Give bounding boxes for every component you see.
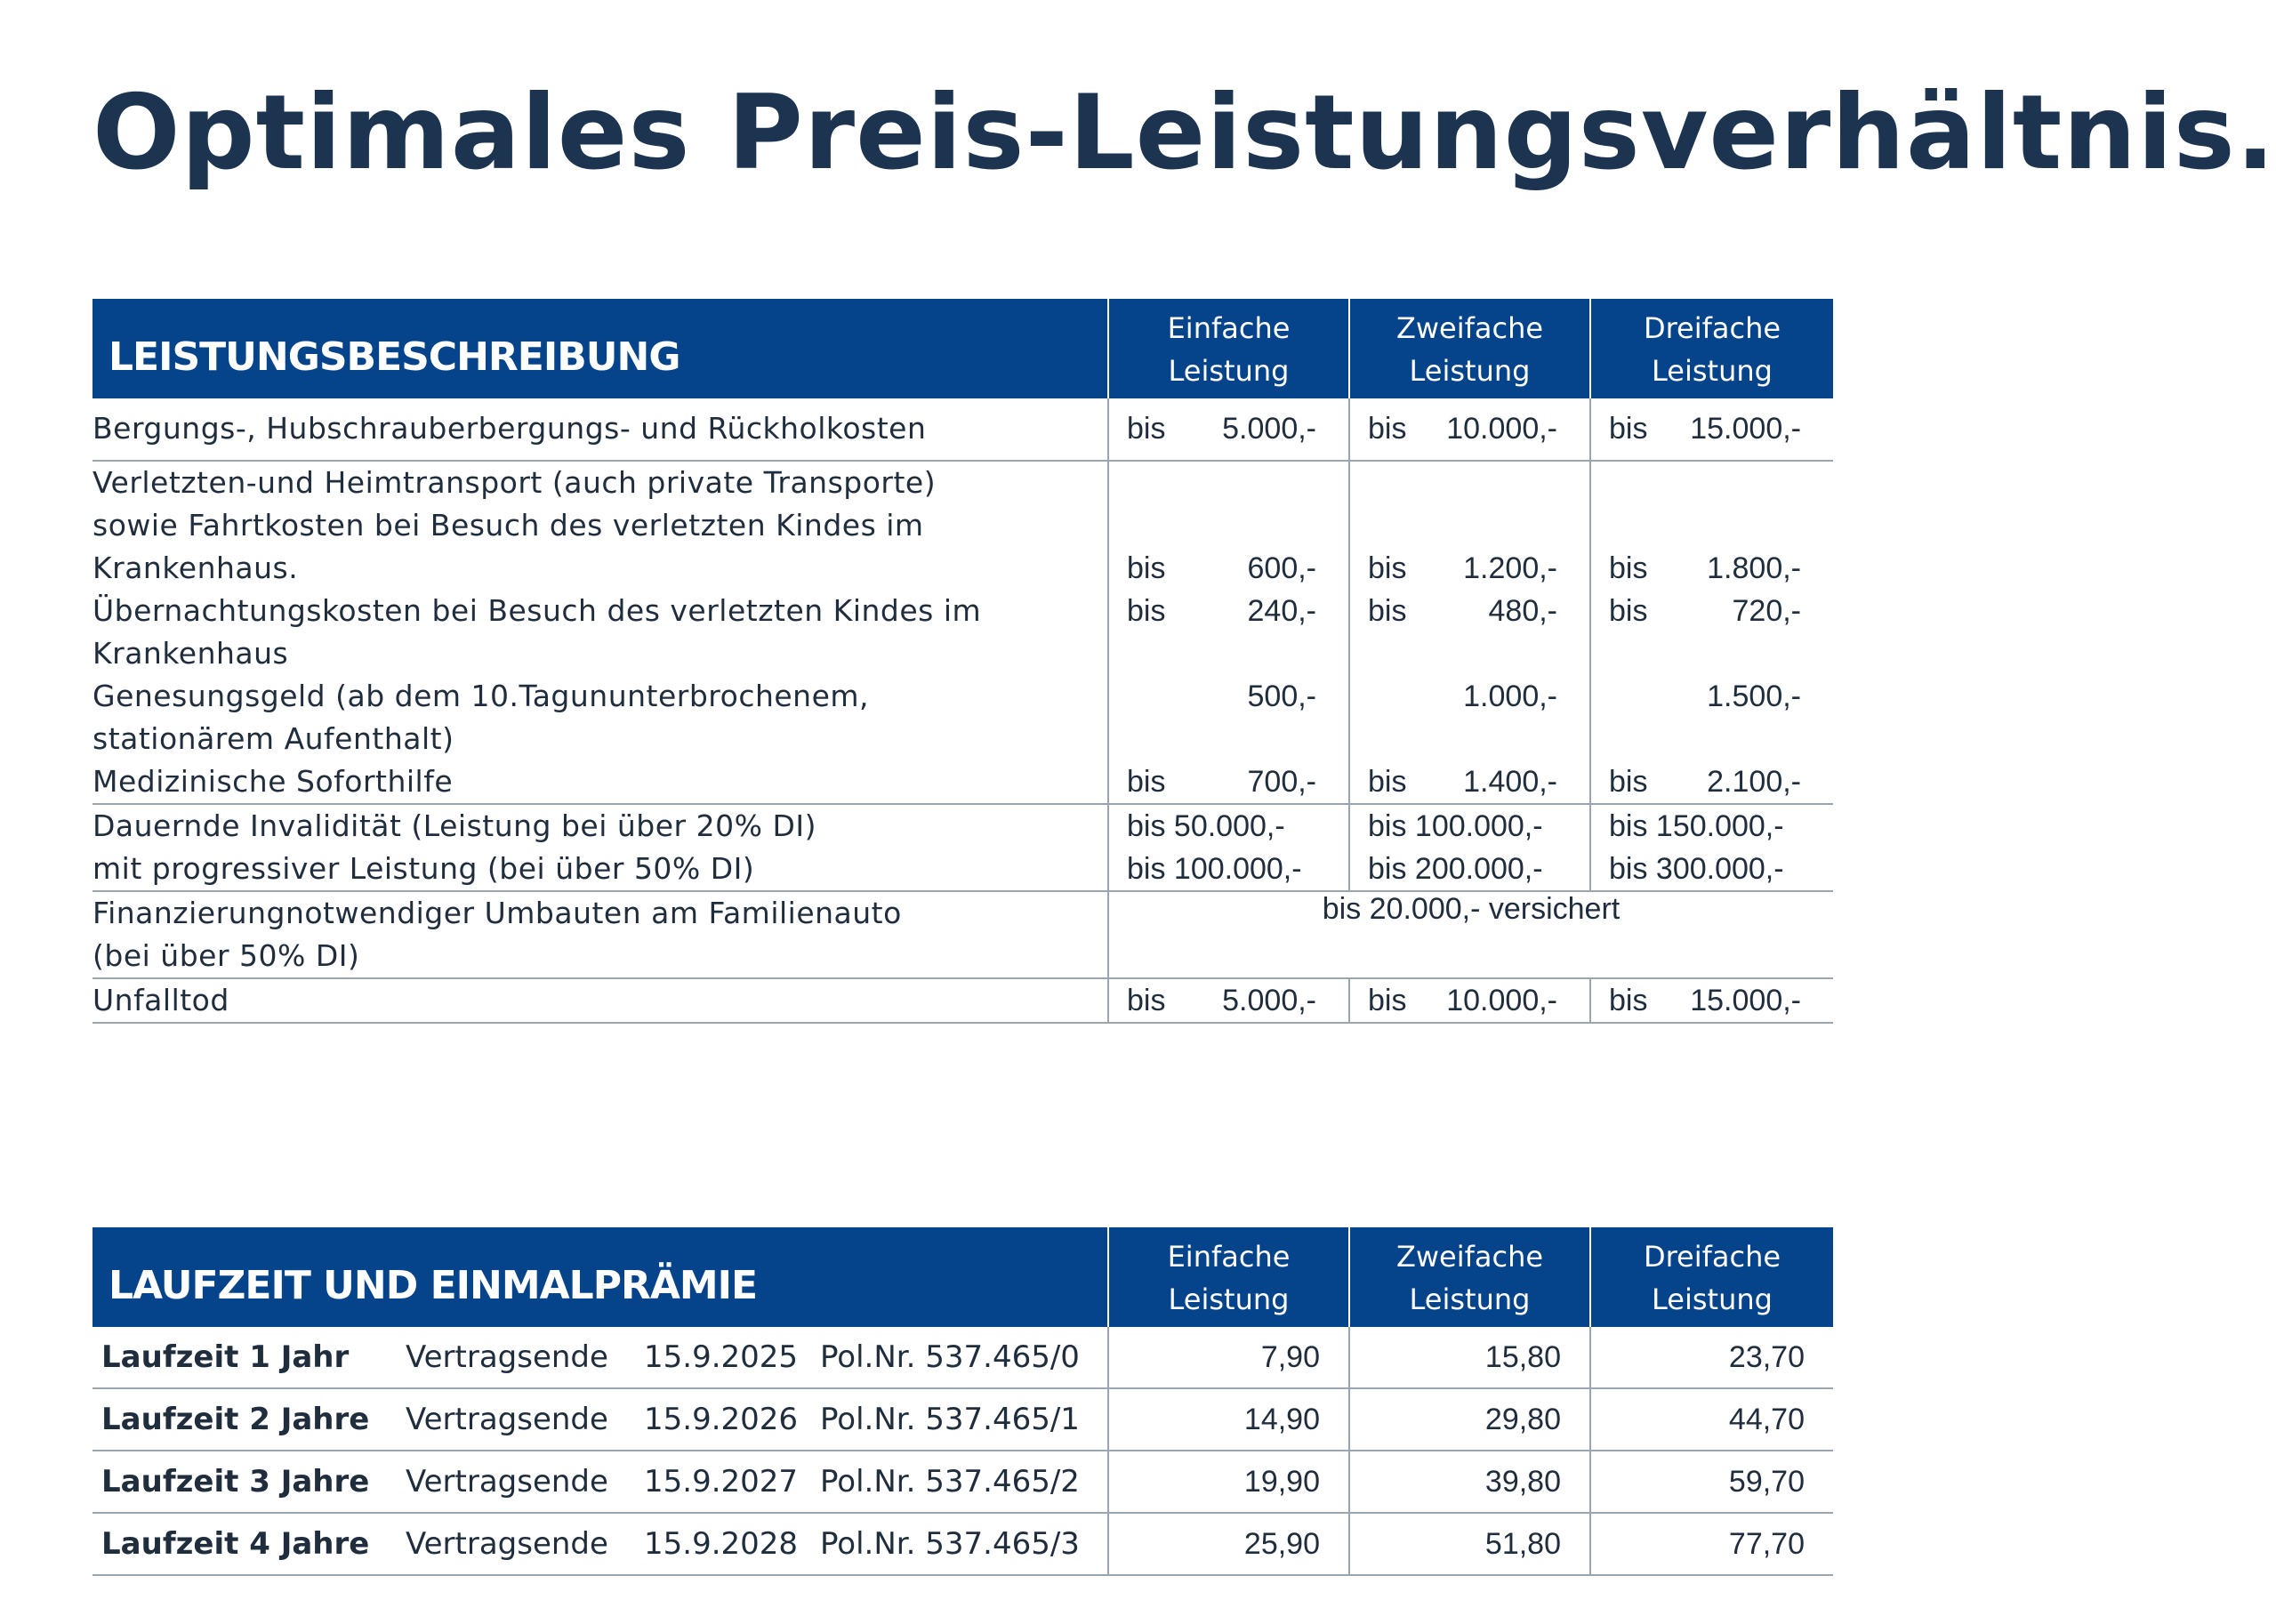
benefits-table bbox=[92, 299, 1833, 1024]
price-cell: 39,80 bbox=[1349, 1451, 1590, 1513]
price-cell: 25,90 bbox=[1108, 1513, 1349, 1575]
row-description: Dauernde Invalidität (Leistung bei über 20% DI) mit progressiver Leistung (bei über 50% DI) bbox=[92, 804, 1108, 891]
page-title: Optimales Preis-Leistungsverhältnis. bbox=[92, 73, 2276, 193]
value-cell: bis 1.200,- bis 480,- 1.000,- bis 1.400,- bbox=[1349, 461, 1590, 804]
price-cell: 29,80 bbox=[1349, 1388, 1590, 1451]
price-cell: 51,80 bbox=[1349, 1513, 1590, 1575]
price-cell: 15,80 bbox=[1349, 1327, 1590, 1388]
term-cell: Laufzeit 3 Jahre Vertragsende 15.9.2027 Pol.Nr. 537.465/2 bbox=[92, 1451, 1108, 1513]
value-cell: bis 150.000,- bis 300.000,- bbox=[1590, 804, 1833, 891]
value-cell: bis 1.800,- bis 720,- 1.500,- bis 2.100,- bbox=[1590, 461, 1833, 804]
price-cell: 44,70 bbox=[1590, 1388, 1833, 1451]
value-cell: bis 50.000,- bis 100.000,- bbox=[1108, 804, 1349, 891]
value-cell: bis 5.000,- bbox=[1108, 978, 1349, 1023]
col-header-single: Einfache Leistung bbox=[1108, 299, 1349, 398]
col-header-double: Zweifache Leistung bbox=[1349, 299, 1590, 398]
price-cell: 23,70 bbox=[1590, 1327, 1833, 1388]
table-row bbox=[92, 461, 1833, 804]
row-description: Finanzierungnotwendiger Umbauten am Familienauto (bei über 50% DI) bbox=[92, 891, 1108, 978]
premium-table bbox=[92, 1227, 1833, 1576]
row-description: Unfalltod bbox=[92, 978, 1108, 1023]
row-description: Verletzten-und Heimtransport (auch private Transporte) sowie Fahrtkosten bei Besuch des verletzten Kindes im Krankenhaus. Übernachtungskosten bei Besuch des verletzten Kindes im Krankenhaus Genesungsgeld (ab dem 10.Tagununterbrochenem, stationärem Aufenthalt) Medizinische Soforthilfe bbox=[92, 461, 1108, 804]
value-cell: bis 15.000,- bbox=[1590, 978, 1833, 1023]
value-cell: bis 10.000,- bbox=[1349, 398, 1590, 461]
premium-header-row bbox=[92, 1227, 1833, 1327]
price-cell: 59,70 bbox=[1590, 1451, 1833, 1513]
row-description: Bergungs-, Hubschrauberbergungs- und Rückholkosten bbox=[92, 398, 1108, 461]
col-header-triple: Dreifache Leistung bbox=[1590, 299, 1833, 398]
table-row bbox=[92, 978, 1833, 1023]
price-cell: 14,90 bbox=[1108, 1388, 1349, 1451]
premium-heading: LAUFZEIT UND EINMALPRÄMIE bbox=[92, 1227, 1108, 1327]
table-row bbox=[92, 804, 1833, 891]
term-cell: Laufzeit 2 Jahre Vertragsende 15.9.2026 Pol.Nr. 537.465/1 bbox=[92, 1388, 1108, 1451]
table-row bbox=[92, 1327, 1833, 1388]
col-header-double: Zweifache Leistung bbox=[1349, 1227, 1590, 1327]
merged-value-cell: bis 20.000,- versichert bbox=[1108, 891, 1833, 978]
table-row bbox=[92, 1451, 1833, 1513]
value-cell: bis 15.000,- bbox=[1590, 398, 1833, 461]
value-cell: bis 5.000,- bbox=[1108, 398, 1349, 461]
col-header-single: Einfache Leistung bbox=[1108, 1227, 1349, 1327]
benefits-header-row bbox=[92, 299, 1833, 398]
col-header-triple: Dreifache Leistung bbox=[1590, 1227, 1833, 1327]
table-row bbox=[92, 1388, 1833, 1451]
term-cell: Laufzeit 4 Jahre Vertragsende 15.9.2028 Pol.Nr. 537.465/3 bbox=[92, 1513, 1108, 1575]
term-cell: Laufzeit 1 Jahr Vertragsende 15.9.2025 Pol.Nr. 537.465/0 bbox=[92, 1327, 1108, 1388]
benefits-heading: LEISTUNGSBESCHREIBUNG bbox=[92, 299, 1108, 398]
table-row bbox=[92, 398, 1833, 461]
value-cell: bis 10.000,- bbox=[1349, 978, 1590, 1023]
table-row bbox=[92, 891, 1833, 978]
table-row bbox=[92, 1513, 1833, 1575]
price-cell: 77,70 bbox=[1590, 1513, 1833, 1575]
price-cell: 19,90 bbox=[1108, 1451, 1349, 1513]
value-cell: bis 600,- bis 240,- 500,- bis 700,- bbox=[1108, 461, 1349, 804]
price-cell: 7,90 bbox=[1108, 1327, 1349, 1388]
value-cell: bis 100.000,- bis 200.000,- bbox=[1349, 804, 1590, 891]
